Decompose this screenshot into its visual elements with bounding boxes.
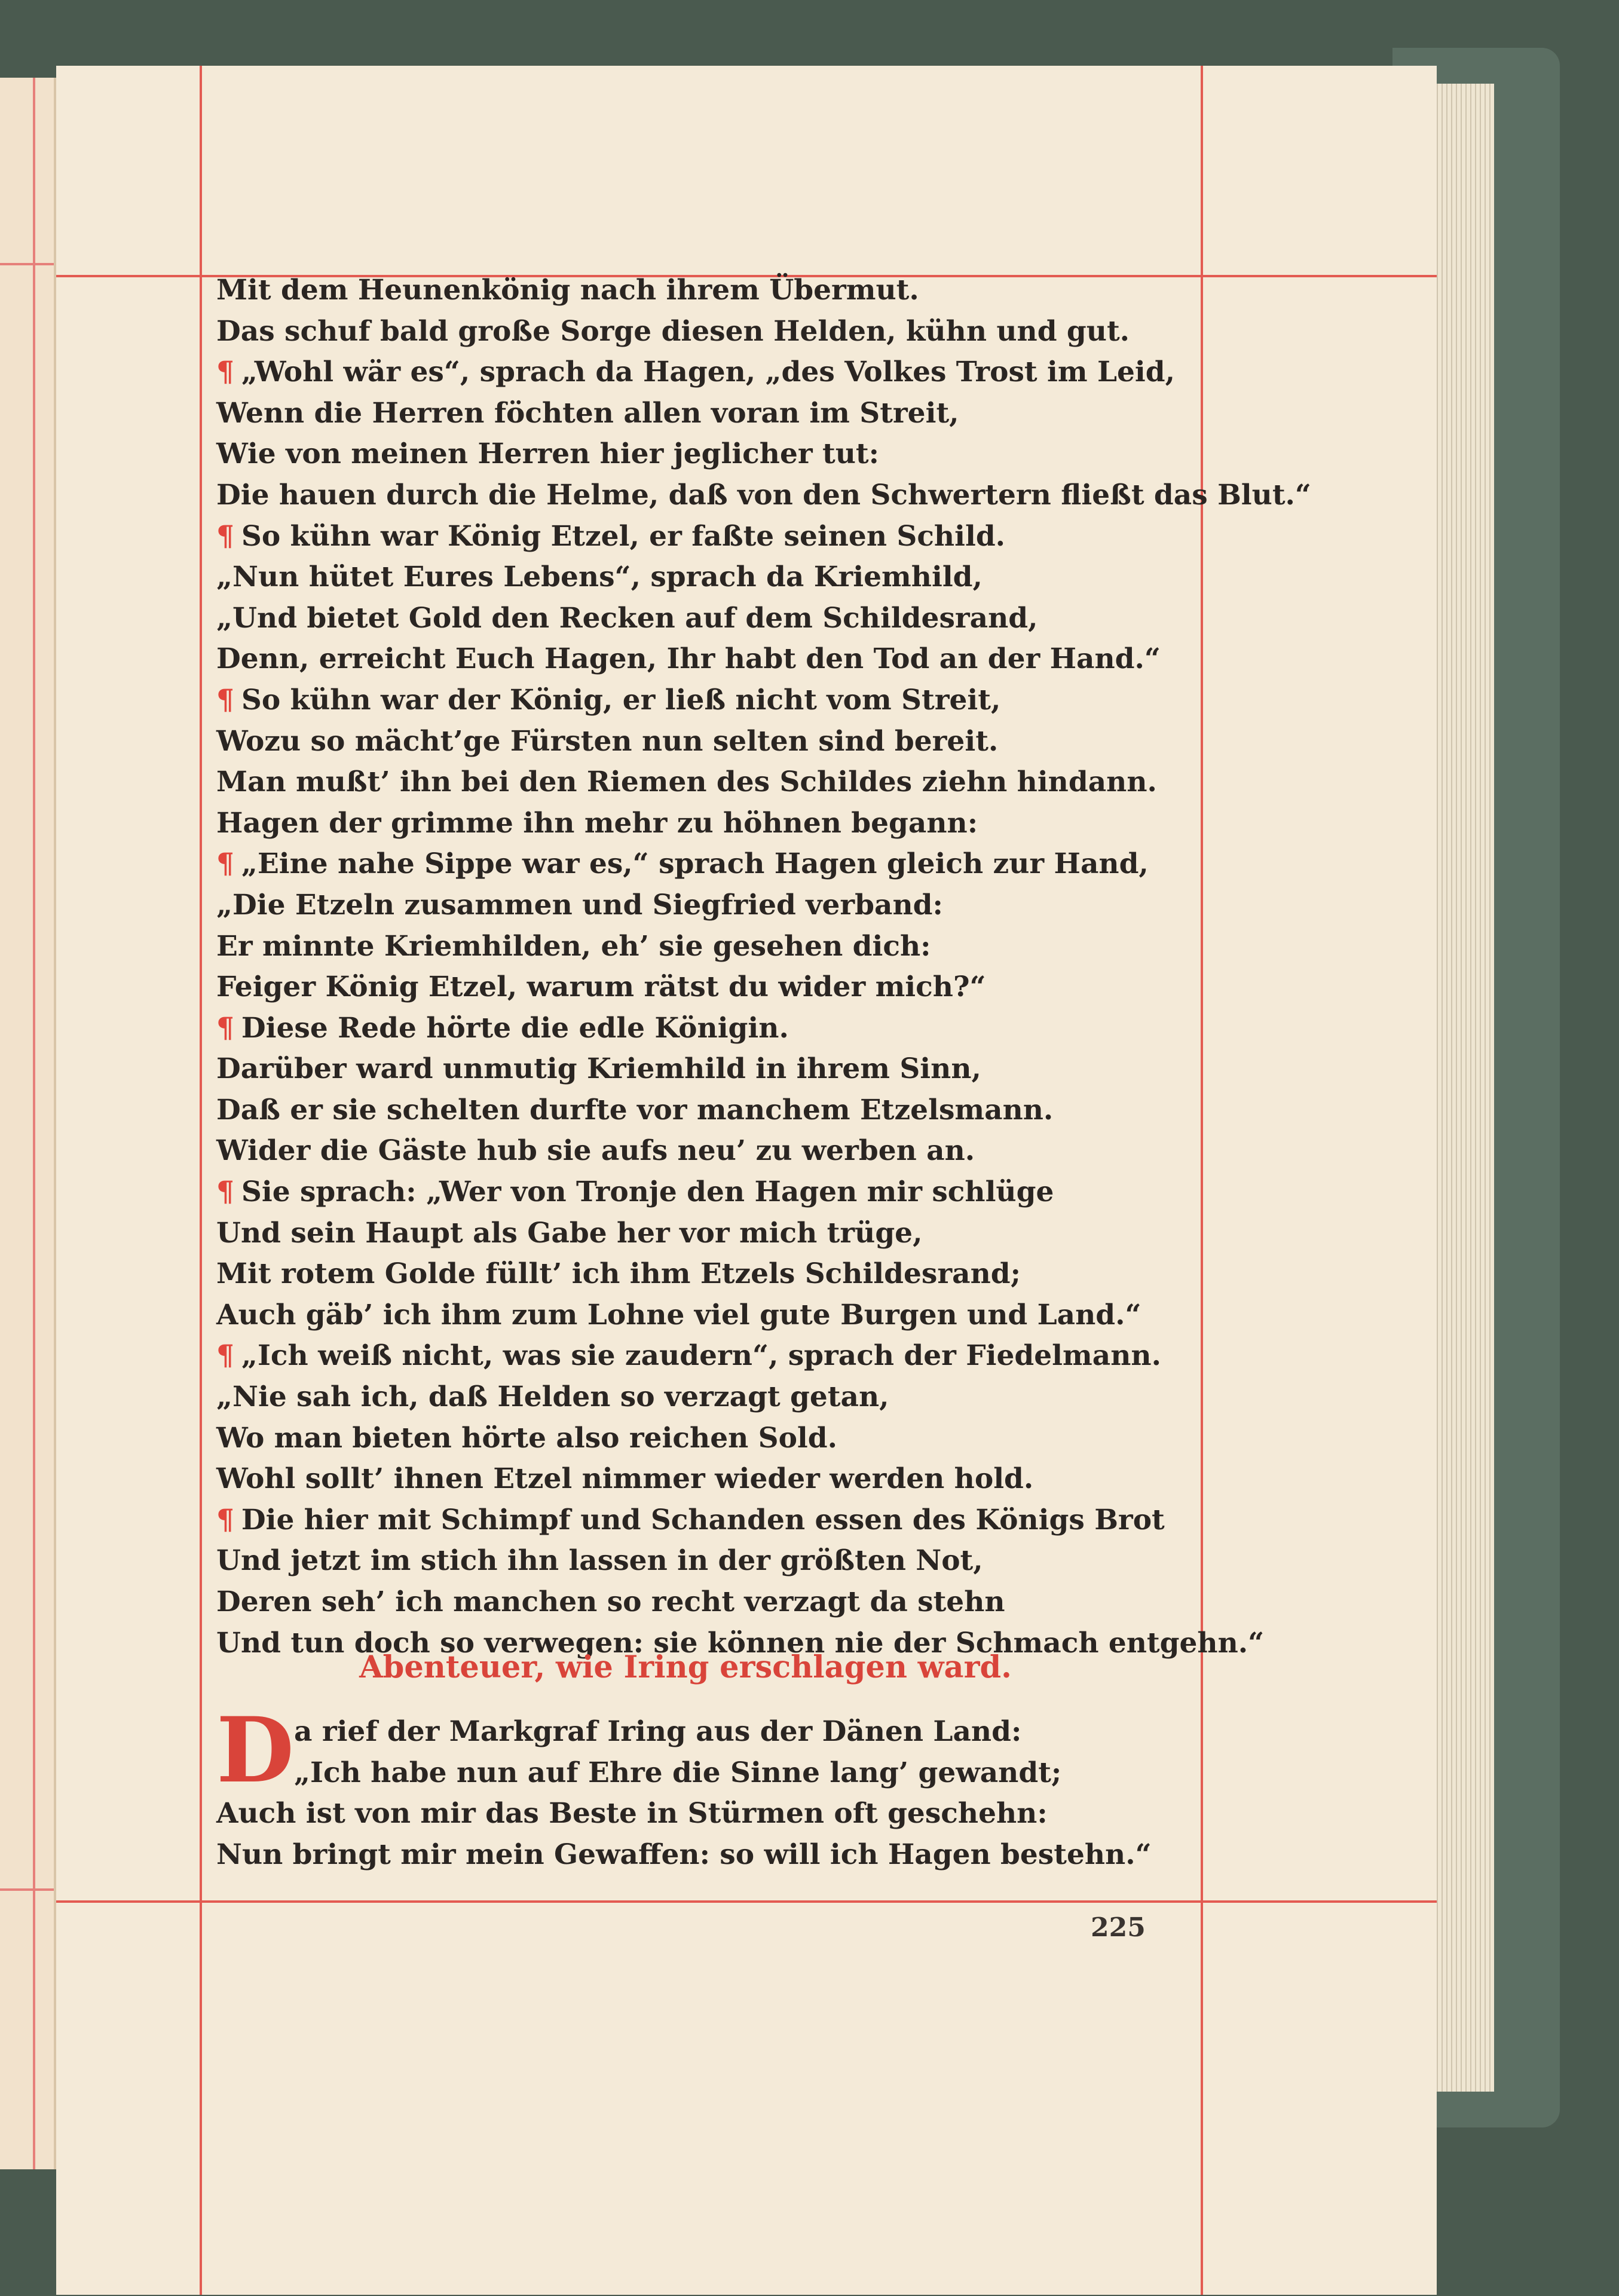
verse-line [216, 1172, 1149, 1213]
paragraph-mark-icon: ¶ [216, 356, 234, 389]
verse-line: Auch ist von mir das Beste in Stürmen oft geschehn: [216, 1797, 1048, 1830]
verse-line-text: Sie sprach: „Wer von Tronje den Hagen mir schlüge [241, 1175, 1054, 1209]
verse-line-text: Denn, erreicht Euch Hagen, Ihr habt den Tod an der Hand.“ [216, 642, 1161, 676]
verse-line-text: Wie von meinen Herren hier jeglicher tut: [216, 437, 879, 471]
verse-line-text: Mit rotem Golde füllt’ ich ihm Etzels Schildesrand; [216, 1257, 1021, 1291]
verse-line [216, 639, 1161, 680]
paragraph-mark-icon: ¶ [216, 519, 234, 553]
verse-line [216, 1336, 1161, 1377]
verse-line [216, 967, 1149, 1008]
verse-line-text: Auch gäb’ ich ihm zum Lohne viel gute Burgen und Land.“ [216, 1298, 1141, 1331]
verse-line [216, 762, 1157, 803]
verse-line-text: Er minnte Kriemhilden, eh’ sie gesehen dich: [216, 929, 931, 963]
verse-line-text: Wo man bieten hörte also reichen Sold. [216, 1421, 838, 1455]
page-stack [1428, 84, 1494, 2092]
verse-line [216, 393, 1149, 434]
verse-line [216, 352, 1175, 393]
verse-line: „Ich habe nun auf Ehre die Sinne lang’ gewandt; [294, 1756, 1062, 1789]
verse-line [216, 311, 1149, 353]
verse-line [216, 721, 1149, 763]
paragraph-mark-icon: ¶ [216, 847, 234, 881]
verse-line [216, 1295, 1149, 1336]
verse-line [216, 1541, 1149, 1582]
verse-line: Nun bringt mir mein Gewaffen: so will ich Hagen bestehn.“ [216, 1838, 1152, 1871]
verse-line-text: Diese Rede hörte die edle Königin. [241, 1011, 789, 1045]
facing-page-rule [0, 1888, 54, 1891]
verse-line [216, 557, 1149, 598]
verse-line [216, 598, 1149, 639]
verse-line [216, 1131, 1149, 1172]
verse-line-text: „Die Etzeln zusammen und Siegfried verband: [216, 888, 943, 922]
paragraph-mark-icon: ¶ [216, 1339, 234, 1373]
verse-line-text: Die hier mit Schimpf und Schanden essen des Königs Brot [241, 1503, 1165, 1536]
verse-line-text: Wenn die Herren föchten allen voran im Streit, [216, 396, 959, 430]
verse-line-text: Hagen der grimme ihn mehr zu höhnen begann: [216, 806, 978, 840]
margin-rule-bottom [56, 1900, 1437, 1903]
facing-page [0, 78, 56, 2169]
verse-line [216, 1254, 1149, 1295]
margin-rule-left [200, 66, 202, 2295]
paragraph-mark-icon: ¶ [216, 1503, 234, 1536]
verse-line-text: „Eine nahe Sippe war es,“ sprach Hagen gleich zur Hand, [241, 847, 1149, 881]
verse-line-text: Und sein Haupt als Gabe her vor mich trüge, [216, 1216, 923, 1250]
verse-line [216, 1459, 1149, 1500]
verse-line [216, 680, 1149, 721]
verse-line [216, 1500, 1165, 1541]
verse-line [216, 1582, 1149, 1623]
verse-line [216, 1090, 1149, 1131]
verse-line [216, 1008, 1149, 1049]
verse-line-text: Wohl sollt’ ihnen Etzel nimmer wieder werden hold. [216, 1462, 1034, 1496]
paragraph-mark-icon: ¶ [216, 1011, 234, 1045]
verse-line-text: Die hauen durch die Helme, daß von den Schwertern fließt das Blut.“ [216, 478, 1311, 512]
verse-line [216, 1377, 1149, 1418]
page-number: 225 [1091, 1912, 1146, 1943]
verse-line-text: So kühn war König Etzel, er faßte seinen Schild. [241, 519, 1006, 553]
verse-line [216, 1418, 1149, 1459]
verse-line-text: Deren seh’ ich manchen so recht verzagt da stehn [216, 1585, 1005, 1618]
verse-line: a rief der Markgraf Iring aus der Dänen Land: [294, 1715, 1022, 1748]
verse-line-text: So kühn war der König, er ließ nicht vom Streit, [241, 683, 1001, 717]
verse-line [216, 1049, 1149, 1090]
verse-line [216, 1213, 1149, 1254]
verse-line-text: Mit dem Heunenkönig nach ihrem Übermut. [216, 274, 919, 307]
verse-line [216, 516, 1149, 558]
verse-line-text: Feiger König Etzel, warum rätst du wider mich?“ [216, 971, 986, 1004]
verse-line [216, 270, 1149, 311]
verse-line-text: Das schuf bald große Sorge diesen Helden, kühn und gut. [216, 314, 1130, 348]
paragraph-mark-icon: ¶ [216, 683, 234, 717]
verse-line-text: Man mußt’ ihn bei den Riemen des Schildes ziehn hindann. [216, 766, 1157, 799]
verse-line-text: Daß er sie schelten durfte vor manchem Etzelsmann. [216, 1093, 1054, 1126]
verse-line [216, 926, 1149, 968]
verse-line [216, 475, 1311, 516]
verse-line-text: Wider die Gäste hub sie aufs neu’ zu werben an. [216, 1134, 975, 1168]
verse-line [216, 844, 1149, 885]
verse-line-text: Wozu so mächt’ge Fürsten nun selten sind bereit. [216, 724, 999, 758]
verse-line [216, 803, 1149, 844]
verse-line-text: „Nie sah ich, daß Helden so verzagt getan, [216, 1380, 889, 1414]
verse-line-text: „Wohl wär es“, sprach da Hagen, „des Volkes Trost im Leid, [241, 356, 1175, 389]
drop-initial: D [216, 1698, 295, 1803]
verse-text-second [216, 1698, 1152, 1875]
verse-line-text: Und tun doch so verwegen: sie können nie der Schmach entgehn.“ [216, 1626, 1265, 1660]
verse-line [216, 434, 1149, 475]
verse-line-text: „Ich weiß nicht, was sie zaudern“, sprach der Fiedelmann. [241, 1339, 1161, 1373]
facing-page-rule [33, 78, 35, 2169]
facing-page-rule [0, 263, 54, 265]
chapter-heading: Abenteuer, wie Iring erschlagen ward. [359, 1649, 1012, 1685]
paragraph-mark-icon: ¶ [216, 1175, 234, 1209]
verse-line-text: Darüber ward unmutig Kriemhild in ihrem Sinn, [216, 1052, 981, 1086]
verse-line-text: „Nun hütet Eures Lebens“, sprach da Kriemhild, [216, 561, 983, 594]
verse-text [216, 270, 1311, 1664]
verse-line-text: „Und bietet Gold den Recken auf dem Schildesrand, [216, 601, 1038, 635]
verse-line [216, 885, 1149, 926]
verse-line-text: Und jetzt im stich ihn lassen in der größten Not, [216, 1544, 983, 1578]
margin-rule-right [1201, 66, 1203, 2295]
